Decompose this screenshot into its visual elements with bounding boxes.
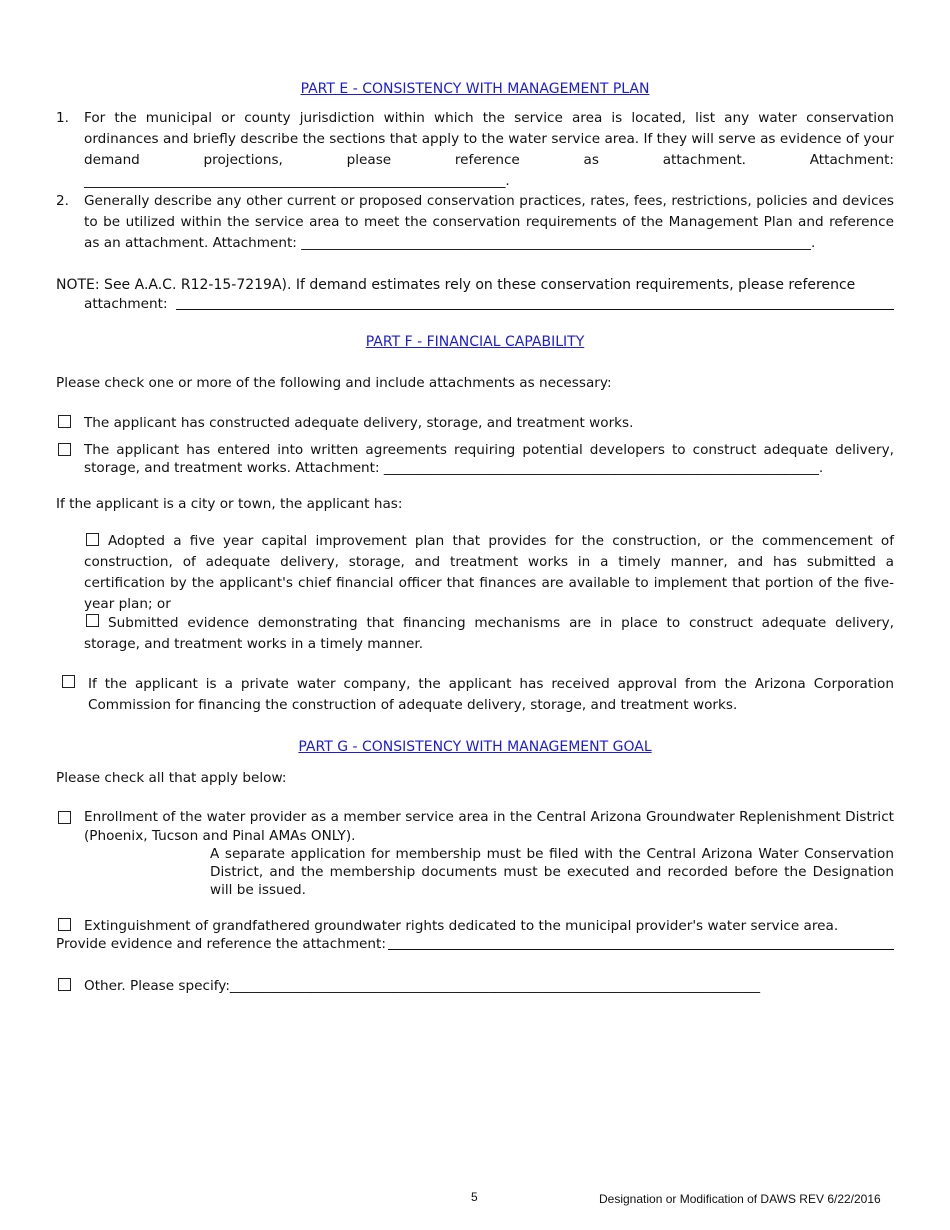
item-2-number: 2.	[56, 193, 69, 209]
option-financing-evidence-text: Submitted evidence demonstrating that financing mechanisms are in place to construct adequate delivery, storage, and treatment works in a timely manner.	[84, 615, 894, 652]
page-number: 5	[471, 1190, 478, 1204]
checkbox-private-company[interactable]	[62, 675, 75, 688]
evidence-label: Provide evidence and reference the attachment:	[56, 936, 386, 952]
checkbox-developer-agreements[interactable]	[58, 443, 71, 456]
option-other: Other. Please specify:______________________________________________________________________________	[84, 978, 761, 994]
option-constructed-works: The applicant has constructed adequate delivery, storage, and treatment works.	[84, 415, 634, 431]
part-g-intro: Please check all that apply below:	[56, 770, 287, 786]
note-attachment-label: attachment:	[84, 296, 168, 312]
part-g-heading: PART G - CONSISTENCY WITH MANAGEMENT GOAL	[298, 739, 652, 755]
checkbox-cagrd-enrollment[interactable]	[58, 811, 71, 824]
part-f-intro: Please check one or more of the following and include attachments as necessary:	[56, 375, 612, 391]
item-2-text: Generally describe any other current or proposed conservation practices, rates, fees, restrictions, policies and devices to be utilized within the service area to meet the conservation requirements of the Management Plan and reference as an attachment. Attachment: ___________________________________________________________________________.	[84, 193, 894, 251]
option-developer-agreements: The applicant has entered into written agreements requiring potential developers to construct adequate delivery, storage, and treatment works. Attachment: ________________________________________________________________.	[84, 442, 894, 476]
part-f-heading: PART F - FINANCIAL CAPABILITY	[365, 334, 585, 350]
item-1-number: 1.	[56, 110, 69, 126]
item-1-text: For the municipal or county jurisdiction within which the service area is located, list any water conservation ordinances and briefly describe the sections that apply to the water service area. If they will serve as evidence of your demand projections, please reference as attachment. Attachment: ______________________________________________________________.	[84, 110, 894, 189]
checkbox-constructed-works[interactable]	[58, 415, 71, 428]
checkbox-grandfathered-rights[interactable]	[58, 918, 71, 931]
evidence-attachment-line[interactable]	[388, 949, 894, 950]
note-line-1: NOTE: See A.A.C. R12-15-7219A). If demand estimates rely on these conservation requirements, please reference	[56, 277, 856, 293]
option-private-company: If the applicant is a private water company, the applicant has received approval from the Arizona Corporation Commission for financing the construction of adequate delivery, storage, and treatment works.	[88, 676, 894, 713]
revision-footer: Designation or Modification of DAWS REV 6/22/2016	[599, 1192, 881, 1206]
checkbox-other[interactable]	[58, 978, 71, 991]
option-capital-plan-text: Adopted a five year capital improvement plan that provides for the construction, or the commencement of construction, of adequate delivery, storage, and treatment works in a timely manner, and has submitted a certification by the applicant's chief financial officer that finances are available to implement that portion of the five-year plan; or	[84, 533, 894, 612]
note-attachment-line[interactable]	[176, 309, 894, 310]
city-intro: If the applicant is a city or town, the applicant has:	[56, 496, 403, 512]
option-financing-evidence	[84, 613, 894, 655]
option-capital-plan	[84, 531, 894, 615]
option-cagrd-enrollment: Enrollment of the water provider as a member service area in the Central Arizona Groundwater Replenishment District (Phoenix, Tucson and Pinal AMAs ONLY).	[84, 809, 894, 844]
option-grandfathered-rights: Extinguishment of grandfathered groundwater rights dedicated to the municipal provider's water service area.	[84, 918, 839, 934]
part-e-heading: PART E - CONSISTENCY WITH MANAGEMENT PLAN	[300, 81, 650, 97]
cagrd-membership-note: A separate application for membership must be filed with the Central Arizona Water Conservation District, and the membership documents must be executed and recorded before the Designation will be issued.	[210, 846, 894, 898]
